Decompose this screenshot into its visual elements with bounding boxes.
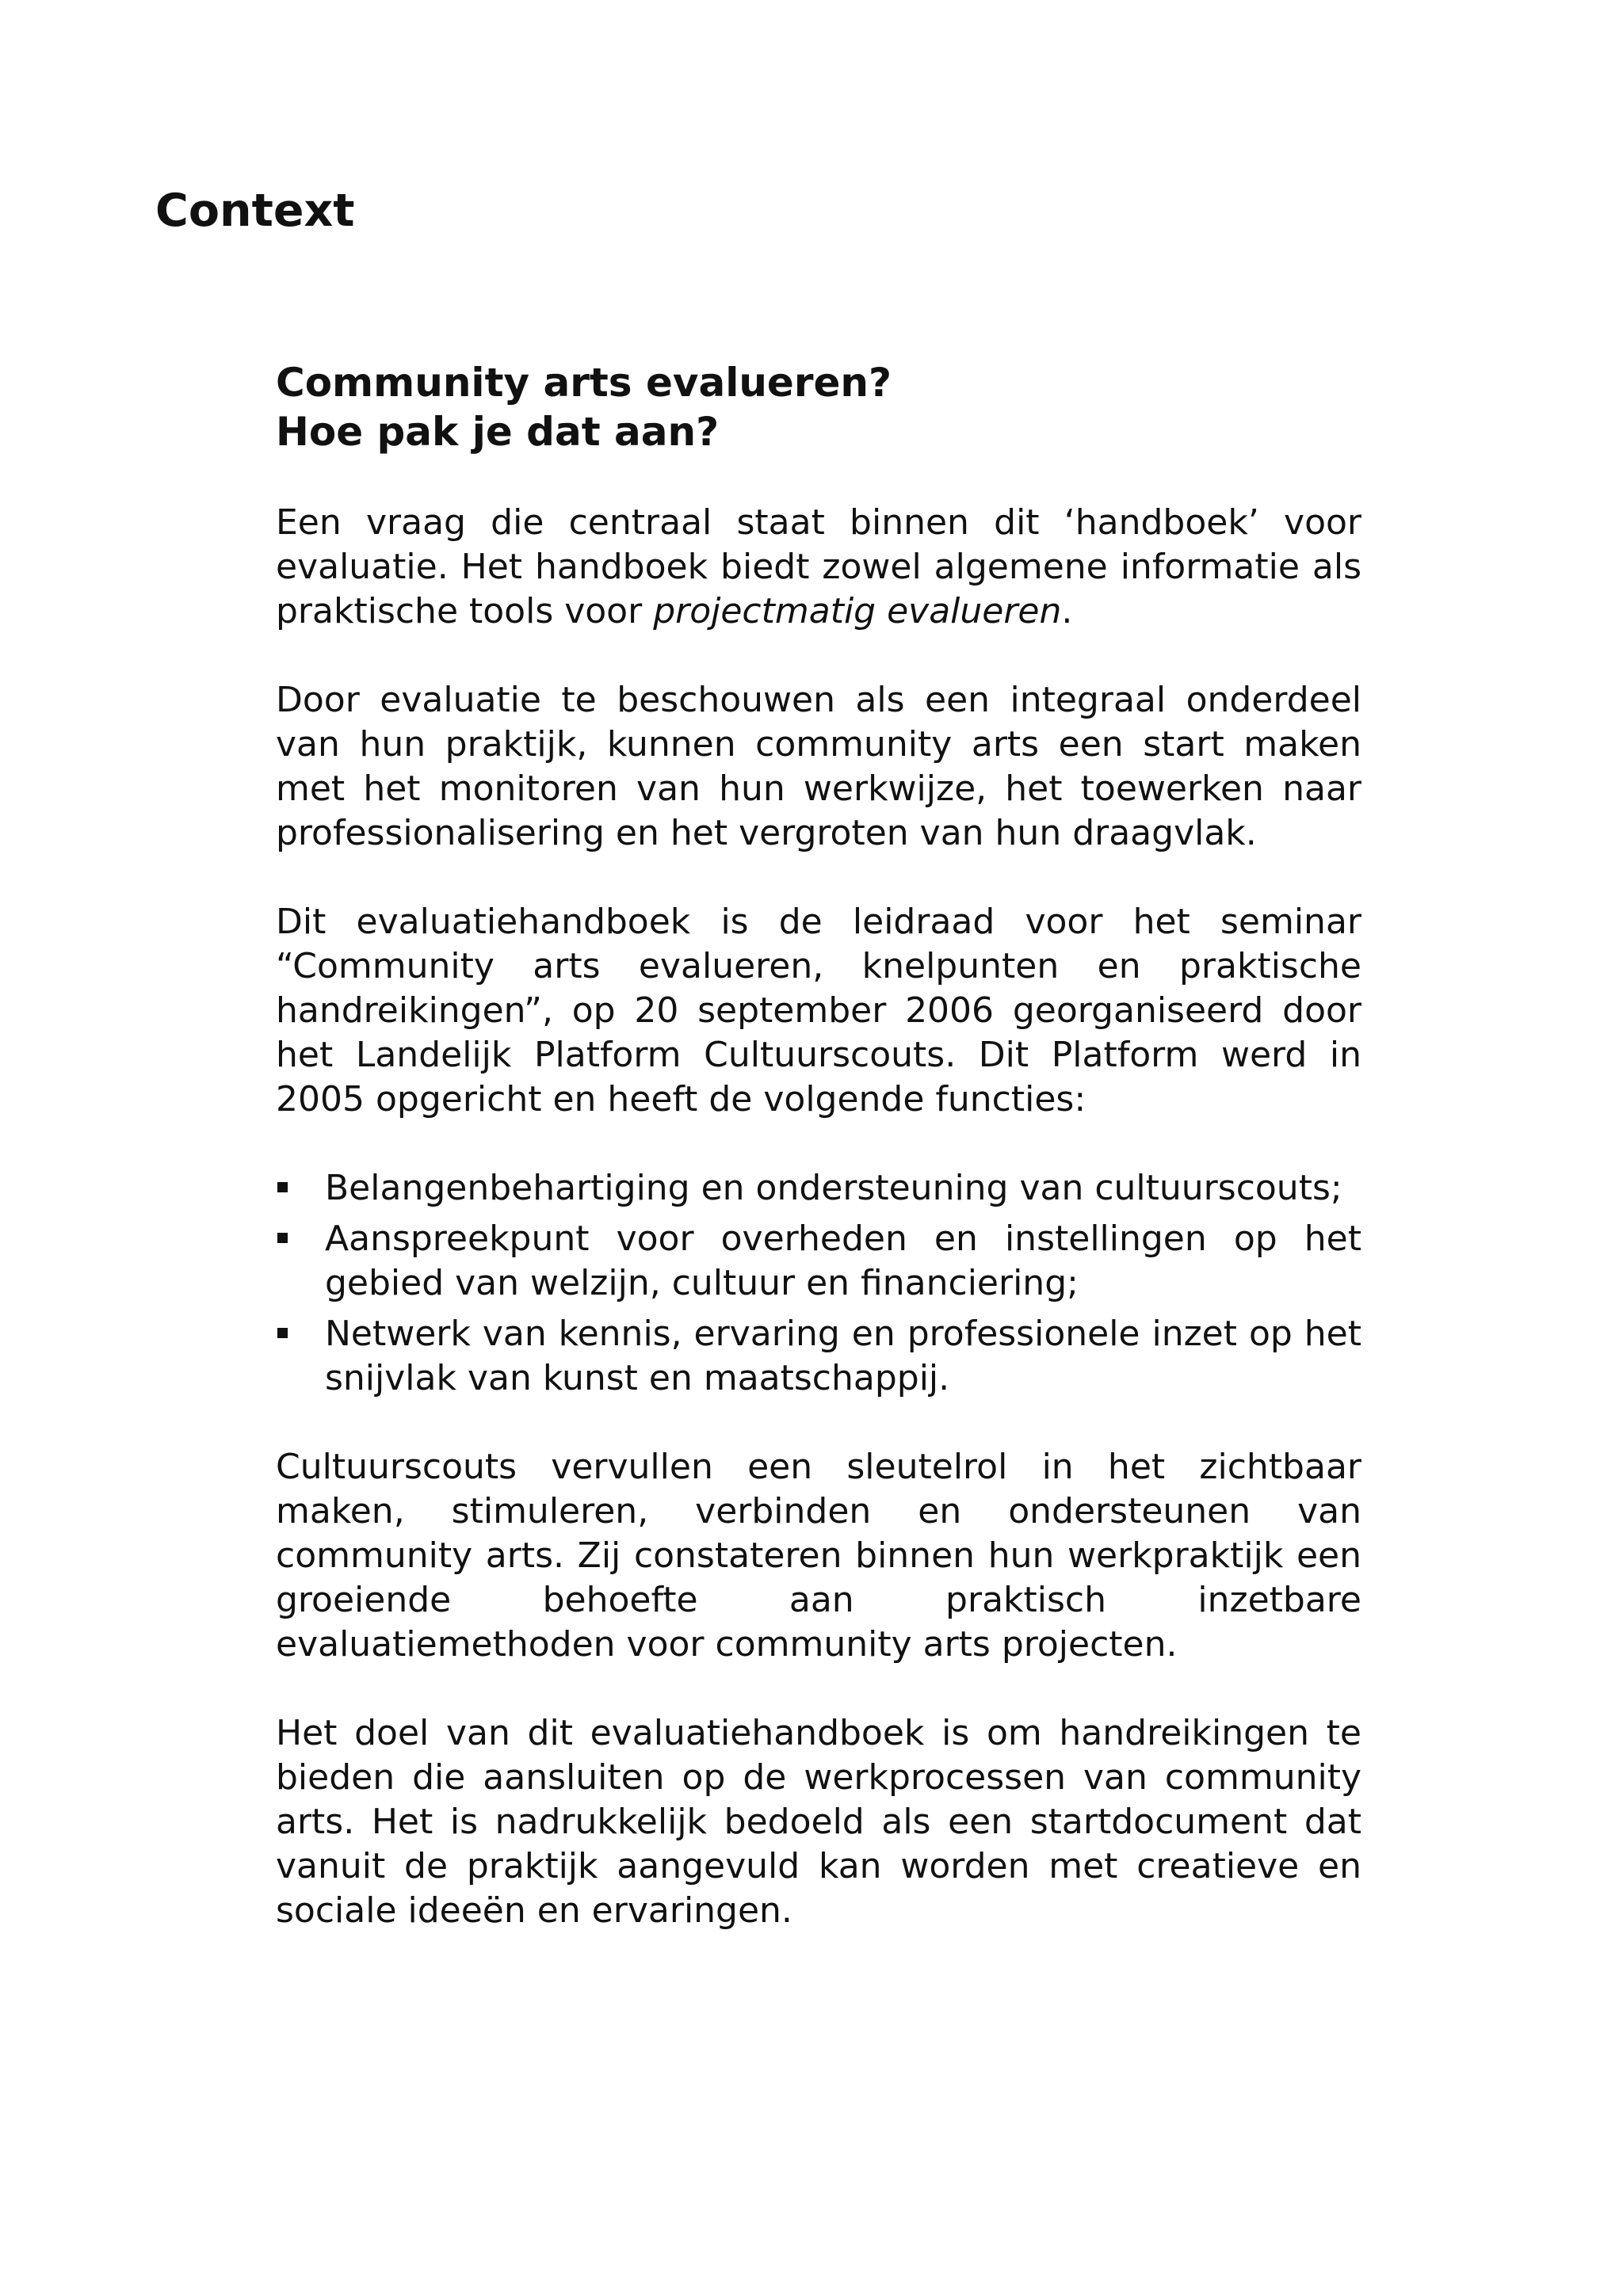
paragraph-evaluation: Door evaluatie te beschouwen als een integraal onderdeel van hun praktijk, kunnen community arts een start maken met het monitoren van hun werkwijze, het toewerken naar professionalisering en het vergroten van hun draagvlak. [276,680,1361,853]
list-item [276,1166,1361,1211]
list-item-text: Belangenbehartiging en ondersteuning van cultuurscouts; [325,1168,1342,1208]
list-item-text: Netwerk van kennis, ervaring en professionele inzet op het snijvlak van kunst en maatschappij. [325,1314,1361,1398]
section-heading-line-2: Hoe pak je dat aan? [276,409,720,455]
intro-text: Een vraag die centraal staat binnen dit ‘handboek’ voor evaluatie. Het handboek biedt zowel algemene informatie als praktische tools voor [276,502,1361,631]
section-heading [276,358,1361,456]
paragraph-goal: Het doel van dit evaluatiehandboek is om handreikingen te bieden die aansluiten op de werkprocessen van community arts. Het is nadrukkelijk bedoeld als een startdocument dat vanuit de praktijk aangevuld kan worden met creatieve en sociale ideeën en ervaringen. [276,1713,1361,1931]
intro-emphasis: projectmatig evalueren [653,591,1062,631]
list-item [276,1312,1361,1401]
square-bullet-icon [277,1328,288,1338]
list-item-text: Aanspreekpunt voor overheden en instellingen op het gebied van welzijn, cultuur en financiering; [325,1219,1361,1303]
function-list [276,1166,1361,1401]
main-content [276,358,1361,1978]
square-bullet-icon [277,1182,288,1192]
list-item [276,1217,1361,1306]
square-bullet-icon [277,1233,288,1243]
paragraph-cultuurscouts: Cultuurscouts vervullen een sleutelrol in het zichtbaar maken, stimuleren, verbinden en ondersteunen van community arts. Zij constateren binnen hun werkpraktijk een groeiende behoefte aan praktisch inzetbare evaluatiemethoden voor community arts projecten. [276,1447,1361,1665]
paragraph-seminar: Dit evaluatiehandboek is de leidraad voor het seminar “Community arts evalueren, knelpunten en praktische handreikingen”, op 20 september 2006 georganiseerd door het Landelijk Platform Cultuurscouts. Dit Platform werd in 2005 opgericht en heeft de volgende functies: [276,902,1361,1119]
intro-paragraph [276,501,1361,634]
page-title: Context [155,185,355,237]
section-heading-line-1: Community arts evalueren? [276,360,892,406]
intro-text-end: . [1061,591,1073,631]
